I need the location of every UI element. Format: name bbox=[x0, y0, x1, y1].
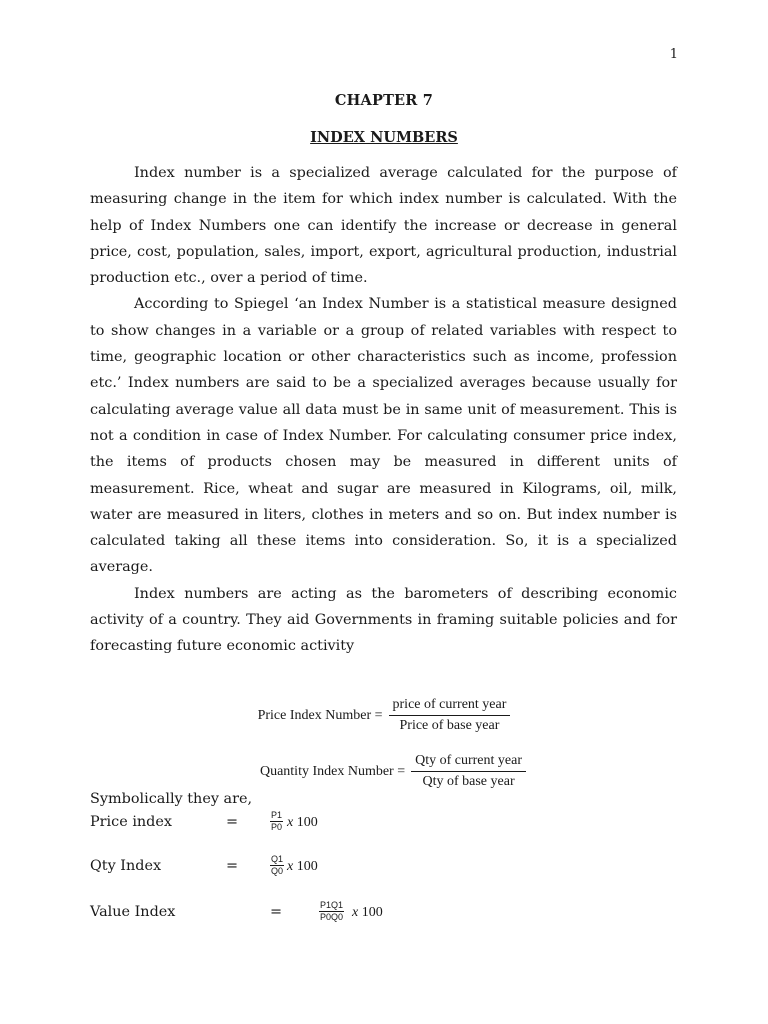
value-fraction bbox=[319, 900, 344, 923]
fraction-numerator: P1Q1 bbox=[320, 900, 344, 910]
multiplier bbox=[352, 905, 383, 921]
equals-sign: = bbox=[226, 814, 239, 830]
multiplier bbox=[287, 815, 318, 831]
body-text bbox=[90, 160, 677, 660]
fraction-denominator: P0 bbox=[271, 822, 283, 832]
qty-fraction bbox=[270, 854, 284, 877]
multiplier bbox=[287, 859, 318, 875]
fraction-numerator: P1 bbox=[271, 810, 283, 820]
times-symbol: x bbox=[287, 859, 294, 874]
fraction-denominator: Q0 bbox=[271, 866, 284, 876]
equals-sign: = bbox=[226, 858, 239, 874]
formula-fraction bbox=[411, 753, 526, 790]
factor-value: 100 bbox=[296, 815, 318, 830]
equals-sign: = bbox=[270, 904, 283, 920]
qty-index-label: Qty Index bbox=[90, 858, 162, 874]
value-index-label: Value Index bbox=[90, 904, 176, 920]
page-number: 1 bbox=[669, 47, 678, 62]
times-symbol: x bbox=[352, 905, 359, 920]
fraction-numerator: Q1 bbox=[271, 854, 284, 864]
fraction-denominator: Qty of base year bbox=[422, 774, 515, 789]
paragraph-2: According to Spiegel ‘an Index Number is a statistical measure designed to show changes in a variable or a group of related variables with respect to time, geographic location or other characteristics such as income, profession etc.’ Index numbers are said to be a specialized averages because usually for calculating average value all data must be in same unit of measurement. This is not a condition in case of Index Number. For calculating consumer price index, the items of products chosen may be measured in different units of measurement. Rice, wheat and sugar are measured in Kilograms, oil, milk, water are measured in liters, clothes in meters and so on. But index number is calculated taking all these items into consideration. So, it is a specialized average. bbox=[90, 296, 677, 576]
fraction-numerator: price of current year bbox=[389, 697, 511, 716]
paragraph-1: Index number is a specialized average calculated for the purpose of measuring change in the item for which index number is calculated. With the help of Index Numbers one can identify the increase or decrease in general price, cost, population, sales, import, export, agricultural production, industrial production etc., over a period of time. bbox=[90, 165, 677, 287]
factor-value: 100 bbox=[361, 905, 383, 920]
factor-value: 100 bbox=[296, 859, 318, 874]
fraction-denominator: Price of base year bbox=[399, 718, 500, 733]
price-fraction bbox=[270, 810, 283, 833]
fraction-numerator: Qty of current year bbox=[411, 753, 526, 772]
formula-fraction bbox=[389, 697, 511, 734]
formula-label: Quantity Index Number = bbox=[259, 763, 406, 779]
page-title: INDEX NUMBERS bbox=[310, 129, 458, 146]
quantity-index-formula bbox=[0, 753, 768, 790]
fraction-denominator: P0Q0 bbox=[320, 912, 344, 922]
price-index-formula bbox=[0, 697, 768, 734]
paragraph-3: Index numbers are acting as the barometers of describing economic activity of a country. They aid Governments in framing suitable policies and for forecasting future economic activity bbox=[90, 585, 677, 655]
symbolic-intro: Symbolically they are, bbox=[90, 791, 253, 807]
formula-label: Price Index Number = bbox=[257, 707, 383, 723]
times-symbol: x bbox=[287, 815, 294, 830]
chapter-heading: CHAPTER 7 bbox=[334, 92, 434, 109]
price-index-label: Price index bbox=[90, 814, 173, 830]
